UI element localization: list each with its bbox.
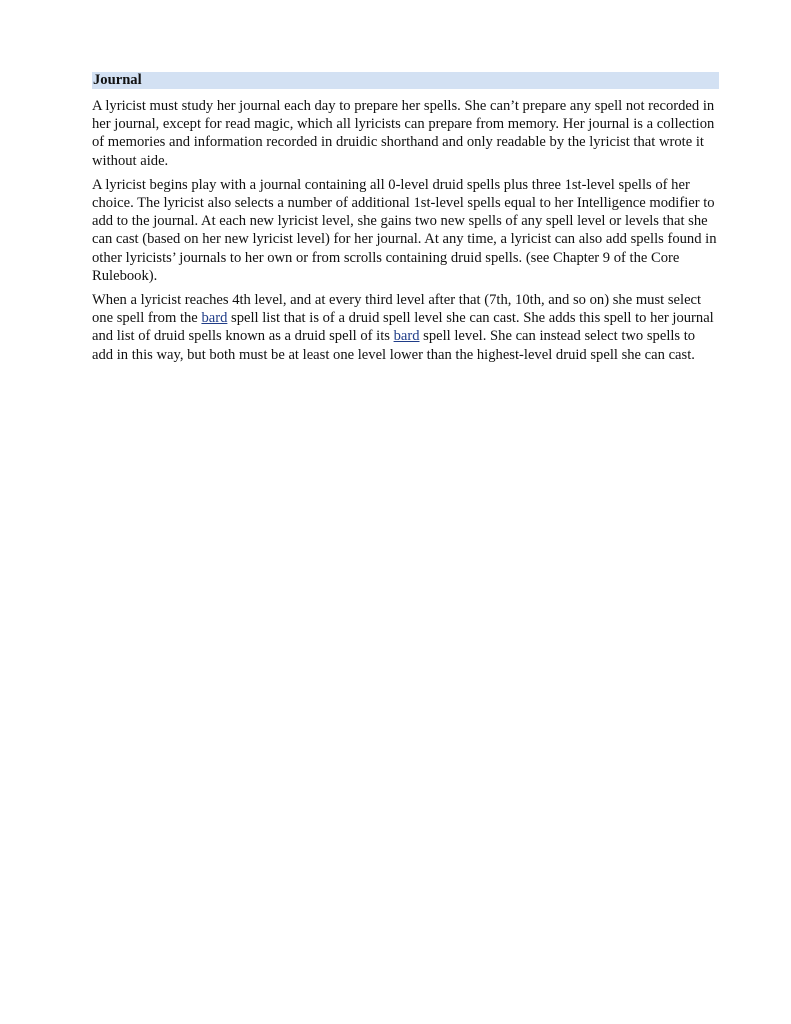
section-heading: Journal: [92, 72, 719, 89]
paragraph-bard-spells-text-2: spell list that is of a druid spell level she can cast. She adds this spell to her journal and list of druid spells known as a druid spell of its: [92, 310, 714, 345]
paragraph-bard-spells-text-1: When a lyricist reaches 4th level, and at every third level after that (7th, 10th, and so on) she must select one spell from the: [92, 292, 702, 327]
paragraph-bard-spells: [92, 291, 719, 364]
paragraph-journal-starting-spells: A lyricist begins play with a journal containing all 0-level druid spells plus three 1st-level spells of her choice. The lyricist also selects a number of additional 1st-level spells equal to her Intelligence modifier to add to the journal. At each new lyricist level, she gains two new spells of any spell level or levels that she can cast (based on her new lyricist level) for her journal. At any time, a lyricist can also add spells found in other lyricists’ journals to her own or from scrolls containing druid spells. (see Chapter 9 of the Core Rulebook).: [92, 176, 717, 284]
paragraph-bard-spells-text-3: spell level. She can instead select two spells to add in this way, but both must be at least one level lower than the highest-level druid spell she can cast.: [92, 328, 696, 363]
paragraph-journal-preparation: A lyricist must study her journal each day to prepare her spells. She can’t prepare any spell not recorded in her journal, except for read magic, which all lyricists can prepare from memory. Her journal is a collection of memories and information recorded in druidic shorthand and only readable by the lyricist that wrote it without aide.: [92, 98, 715, 169]
bard-link[interactable]: bard: [201, 310, 228, 327]
document-page: [92, 72, 719, 370]
bard-link[interactable]: bard: [393, 328, 420, 345]
